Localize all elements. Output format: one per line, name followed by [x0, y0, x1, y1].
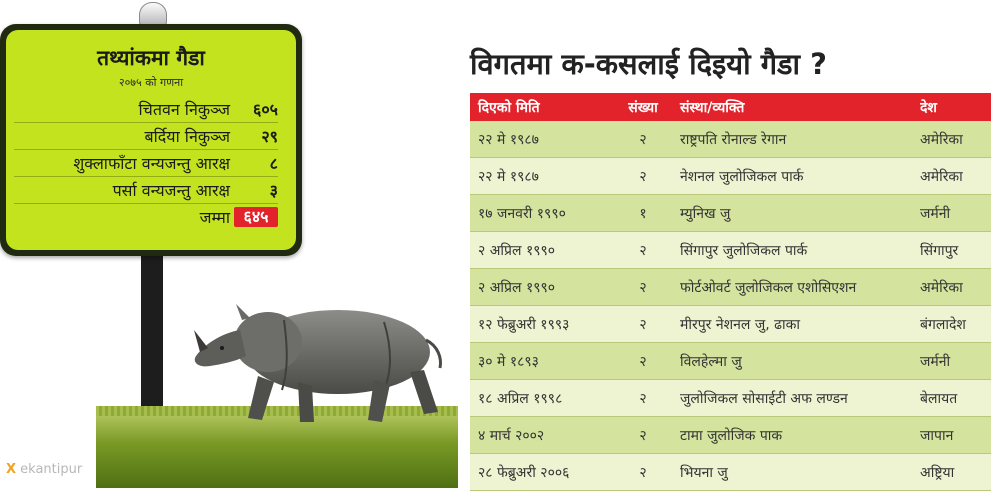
cell-count: २	[639, 390, 647, 407]
table-heading: विगतमा क-कसलाई दिइयो गैडा ?	[470, 47, 827, 81]
table-row	[470, 380, 991, 417]
table-row	[470, 417, 991, 454]
cell-country: सिंगापुर	[920, 242, 959, 259]
signboard-total-label: जम्मा	[199, 208, 230, 227]
cell-date: २ अप्रिल १९९०	[478, 242, 556, 259]
rhino-illustration	[188, 290, 456, 430]
publisher-logo	[6, 462, 82, 477]
cell-date: २२ मे १९८७	[478, 131, 539, 148]
cell-date: २८ फेब्रुअरी २००६	[478, 464, 570, 481]
table-header-row	[470, 93, 991, 121]
cell-date: २ अप्रिल १९९०	[478, 279, 556, 296]
signboard-row-value: ८	[269, 154, 278, 173]
cell-country: बंगलादेश	[920, 316, 966, 333]
cell-recipient: भियना जु	[680, 464, 728, 481]
signboard-row-value: ३	[269, 181, 278, 200]
cell-recipient: टामा जुलोजिक पाक	[680, 427, 783, 444]
statistics-signboard	[0, 24, 302, 256]
cell-recipient: मीरपुर नेशनल जु, ढाका	[680, 316, 801, 333]
table-row	[470, 454, 991, 491]
cell-date: १७ जनवरी १९९०	[478, 205, 566, 222]
sign-pole-cap	[139, 2, 167, 26]
cell-date: ३० मे १८९३	[478, 353, 539, 370]
cell-recipient: फोर्टओवर्ट जुलोजिकल एशोसिएशन	[680, 279, 857, 296]
cell-recipient: सिंगापुर जुलोजिकल पार्क	[680, 242, 808, 259]
cell-count: २	[639, 242, 647, 259]
signboard-row	[14, 177, 278, 204]
cell-recipient: विलहेल्मा जु	[680, 353, 742, 370]
signboard-row-label: शुक्लाफाँटा वन्यजन्तु आरक्ष	[73, 154, 230, 173]
cell-count: २	[639, 427, 647, 444]
signboard-rows	[14, 96, 278, 230]
signboard-subtitle: २०७५ को गणना	[118, 76, 184, 89]
table-row	[470, 158, 991, 195]
cell-count: १	[639, 205, 647, 222]
cell-country: अमेरिका	[920, 168, 963, 185]
cell-country: जर्मनी	[920, 353, 951, 370]
cell-count: २	[639, 168, 647, 185]
cell-country: जर्मनी	[920, 205, 951, 222]
header-count: संख्या	[628, 99, 658, 116]
cell-recipient: म्युनिख जु	[680, 205, 731, 222]
table-row	[470, 269, 991, 306]
cell-count: २	[639, 353, 647, 370]
table-row	[470, 306, 991, 343]
cell-recipient: राष्ट्रपति रोनाल्ड रेगान	[680, 131, 787, 148]
rhino-gift-table	[470, 93, 991, 491]
cell-count: २	[639, 464, 647, 481]
table-row	[470, 195, 991, 232]
cell-country: बेलायत	[920, 390, 958, 407]
table-row	[470, 121, 991, 158]
signboard-row-label: चितवन निकुञ्ज	[138, 100, 230, 119]
table-row	[470, 232, 991, 269]
signboard-row-label: बर्दिया निकुञ्ज	[144, 127, 230, 146]
signboard-row	[14, 150, 278, 177]
cell-count: २	[639, 279, 647, 296]
signboard-title: तथ्यांकमा गैडा	[97, 46, 205, 70]
cell-count: २	[639, 316, 647, 333]
cell-count: २	[639, 131, 647, 148]
header-country: देश	[920, 99, 937, 116]
logo-mark: X	[6, 462, 17, 477]
logo-text: ekantipur	[20, 462, 83, 477]
cell-country: जापान	[920, 427, 954, 444]
cell-country: अष्ट्रिया	[920, 464, 955, 481]
cell-date: ४ मार्च २००२	[478, 427, 545, 444]
header-date: दिएको मिति	[478, 99, 540, 116]
cell-date: २२ मे १९८७	[478, 168, 539, 185]
signboard-row	[14, 123, 278, 150]
cell-recipient: नेशनल जुलोजिकल पार्क	[680, 168, 804, 185]
cell-recipient: जुलोजिकल सोसाईटी अफ लण्डन	[680, 390, 848, 407]
signboard-row-value: ६०५	[253, 100, 278, 119]
cell-date: १२ फेब्रुअरी १९९३	[478, 316, 570, 333]
header-recipient: संस्था/व्यक्ति	[680, 99, 745, 116]
cell-country: अमेरिका	[920, 279, 963, 296]
signboard-row-value: २९	[261, 127, 278, 146]
table-row	[470, 343, 991, 380]
cell-country: अमेरिका	[920, 131, 963, 148]
cell-date: १८ अप्रिल १९९८	[478, 390, 563, 407]
signboard-row-label: पर्सा वन्यजन्तु आरक्ष	[112, 181, 230, 200]
signboard-row	[14, 96, 278, 123]
signboard-total-row	[14, 204, 278, 230]
signboard-panel	[6, 30, 296, 250]
signboard-total-value: ६४५	[234, 207, 278, 227]
